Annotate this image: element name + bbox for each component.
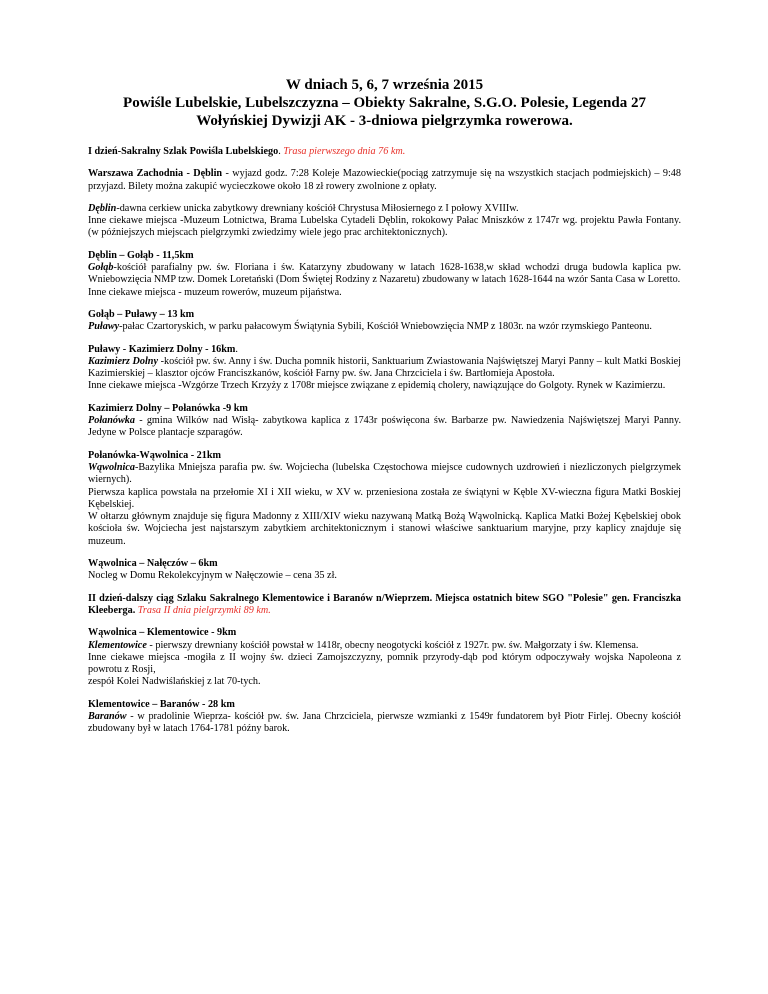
day1-heading-text: I dzień-Sakralny Szlak Powiśla Lubelskiego xyxy=(88,146,279,157)
place-name: Klementowice xyxy=(88,639,147,651)
section-paragraph: Pierwsza kaplica powstała na przełomie XI i XII wieku, w XV w. przeniesiona została ze świątyni w Kęble XV-wieczna figura Matki Boskiej Kębelskiej. xyxy=(88,486,681,510)
section-heading: Dęblin – Gołąb - 11,5km xyxy=(88,249,194,261)
section-klementowice-baranow xyxy=(88,699,681,736)
section-text: Nocleg w Domu Rekolekcyjnym w Nałęczowie – cena 35 zł. xyxy=(88,570,337,582)
title-line-1: W dniach 5, 6, 7 września 2015 xyxy=(285,77,484,93)
section-text: - w pradolinie Wieprza- kościół pw. św. Jana Chrzciciela, pierwsze wzmianki z 1549r fundatorem był Piotr Firlej. Obecny kościół zbudowany był w latach 1764-1781 późny barok. xyxy=(88,710,681,735)
day1-heading: I dzień-Sakralny Szlak Powiśla Lubelskiego. Trasa pierwszego dnia 76 km. xyxy=(88,146,406,157)
document-page xyxy=(88,76,681,746)
section-text: -kościół pw. św. Anny i św. Ducha pomnik historii, Sanktuarium Zwiastowania Najświętszej Maryi Panny – kult Matki Boskiej Kazimierskiej – klasztor ojców Franciszkanów, kościół Farny pw. św. Jana Chrzciciela i św. Bartłomieja Apostoła. xyxy=(88,355,682,380)
other-places: Inne ciekawe miejsca -mogiła z II wojny św. dzieci Zamojszczyzny, pomnik przyrody-dąb pod którym odpoczywały wojska Napoleona z powrotu z Rosji, xyxy=(88,651,681,676)
section-text: -dawna cerkiew unicka zabytkowy drewniany kościół Chrystusa Miłosiernego z I połowy XVIIIw. xyxy=(116,202,519,214)
section-wawolnica-klementowice xyxy=(88,627,681,688)
section-paragraph: W ołtarzu głównym znajduje się figura Madonny z XIII/XIV wieku nazywaną Matką Bożą Wąwolnicką. Kaplica Matki Bożej Kębelskiej obok kościoła św. Wojciecha jest najstarszym zabytkiem architektonicznym i stanowi właściwe sanktuarium maryjne, przy kaplicy znajduje się muzeum. xyxy=(88,511,681,547)
section-heading: Puławy - Kazimierz Dolny - 16km xyxy=(88,343,236,355)
section-heading: Gołąb – Puławy – 13 km xyxy=(88,308,195,320)
title-line-2: Powiśle Lubelskie, Lubelszczyzna – Obiekty Sakralne, S.G.O. Polesie, Legenda 27 xyxy=(123,95,646,111)
other-places: Inne ciekawe miejsca -Muzeum Lotnictwa, Brama Lubelska Cytadeli Dęblin, rokokowy Pałac Mniszków z 1747r wg. projektu Pawła Fontany.(w późniejszych miejscach pielgrzymki zwiedzimy wiele jego prac architektonicznych). xyxy=(88,215,681,239)
place-name: Kazimierz Dolny xyxy=(88,355,158,367)
section-heading: Warszawa Zachodnia - Dęblin xyxy=(88,168,223,180)
section-text: - gmina Wilków nad Wisłą- zabytkowa kaplica z 1743r poświęcona św. Barbarze pw. Nawiedzenia Najświętszej Maryi Panny. Jedyne w Polsce plantacje szparagów. xyxy=(88,415,681,439)
section-heading: Kazimierz Dolny – Połanówka -9 km xyxy=(88,402,248,414)
other-places: Inne ciekawe miejsca - muzeum rowerów, muzeum pijaństwa. xyxy=(88,286,342,298)
place-name: Gołąb xyxy=(88,262,114,274)
day2-route-length: Trasa II dnia pielgrzymki 89 km. xyxy=(137,604,271,616)
section-wawolnica-naleczow xyxy=(88,558,681,583)
section-golab-pulawy xyxy=(88,309,681,334)
section-text: -pałac Czartoryskich, w parku pałacowym Świątynia Sybili, Kościół Wniebowzięcia NMP z 1803r. na wzór rzymskiego Panteonu. xyxy=(119,321,652,333)
place-name: Dęblin xyxy=(88,202,117,214)
section-deblin xyxy=(88,203,681,240)
section-polanowka-wawolnica xyxy=(88,450,681,548)
day2-heading: II dzień-dalszy ciąg Szlaku Sakralnego Klementowice i Baranów n/Wieprzem. Miejsca ostatnich bitew SGO "Polesie" gen. Franciszka Kleeberga. Trasa II dnia pielgrzymki 89 km. xyxy=(88,592,681,616)
section-kazimierz-polanowka xyxy=(88,403,681,440)
place-name: Puławy xyxy=(88,321,120,333)
section-pulawy-kazimierz: Puławy - Kazimierz Dolny - 16km. Kazimierz Dolny -kościół pw. św. Anny i św. Ducha pomnik historii, Sanktuarium Zwiastowania Najświętszej Maryi Panny – kult Matki Boskiej Kazimierskiej – klasztor ojców Franciszkanów, kościół Farny pw. św. Jana Chrzciciela i św. Bartłomieja Apostoła. Inne ciekawe miejsca -Wzgórze Trzech Krzyży z 1708r miejsce związane z epidemią cholery, nawiązujące do Golgoty. Rynek w Kazimierzu. xyxy=(88,343,682,392)
section-text: - pierwszy drewniany kościół powstał w 1418r, obecny neogotycki kościół z 1927r. pw. św. Małgorzaty i św. Klemensa. xyxy=(146,639,639,651)
section-warszawa-deblin xyxy=(88,168,681,193)
place-name: Połanówka xyxy=(88,415,135,427)
section-deblin-golab xyxy=(88,250,681,299)
other-places-2: zespół Kolei Nadwiślańskiej z lat 70-tych. xyxy=(88,676,261,688)
document-title xyxy=(88,76,681,130)
day2-heading-text: II dzień-dalszy ciąg Szlaku Sakralnego Klementowice i Baranów n/Wieprzem. Miejsca ostatnich bitew SGO "Polesie" gen. Franciszka Kleeberga xyxy=(88,592,681,616)
section-heading: Wąwolnica – Klementowice - 9km xyxy=(88,627,237,639)
place-name: Wąwolnica xyxy=(88,461,135,473)
section-text: -Bazylika Mniejsza parafia pw. św. Wojciecha (lubelska Częstochowa miejsce cudownych uzdrowień i niezliczonych pielgrzymek wiernych). xyxy=(88,461,681,486)
day1-route-length: Trasa pierwszego dnia 76 km. xyxy=(283,146,406,157)
section-text: - wyjazd godz. 7:28 Koleje Mazowieckie(pociąg zatrzymuje się na wszystkich stacjach podmiejskich) – 9:48 przyjazd. Bilety można zakupić wycieczkowe około 18 zł rowery zwolnione z opłaty. xyxy=(88,168,681,192)
title-line-3: Wołyńskiej Dywizji AK - 3-dniowa pielgrzymka rowerowa. xyxy=(196,113,573,129)
other-places: Inne ciekawe miejsca -Wzgórze Trzech Krzyży z 1708r miejsce związane z epidemią cholery, nawiązujące do Golgoty. Rynek w Kazimierzu. xyxy=(88,380,666,392)
section-heading: Połanówka-Wąwolnica - 21km xyxy=(88,449,222,461)
place-name: Baranów xyxy=(88,710,127,722)
section-heading: Wąwolnica – Nałęczów – 6km xyxy=(88,558,218,570)
section-heading: Klementowice – Baranów - 28 km xyxy=(88,698,235,710)
section-text: -kościół parafialny pw. św. Floriana i św. Katarzyny zbudowany w latach 1628-1638,w skład wchodzi druga budowla kaplica pw. Wniebowzięcia NMP tzw. Domek Loretański (Dom Świętej Rodziny z Nazaretu) zbudowany w latach 1628-1644 na wzór Santa Casa w Loretto. xyxy=(88,262,681,286)
